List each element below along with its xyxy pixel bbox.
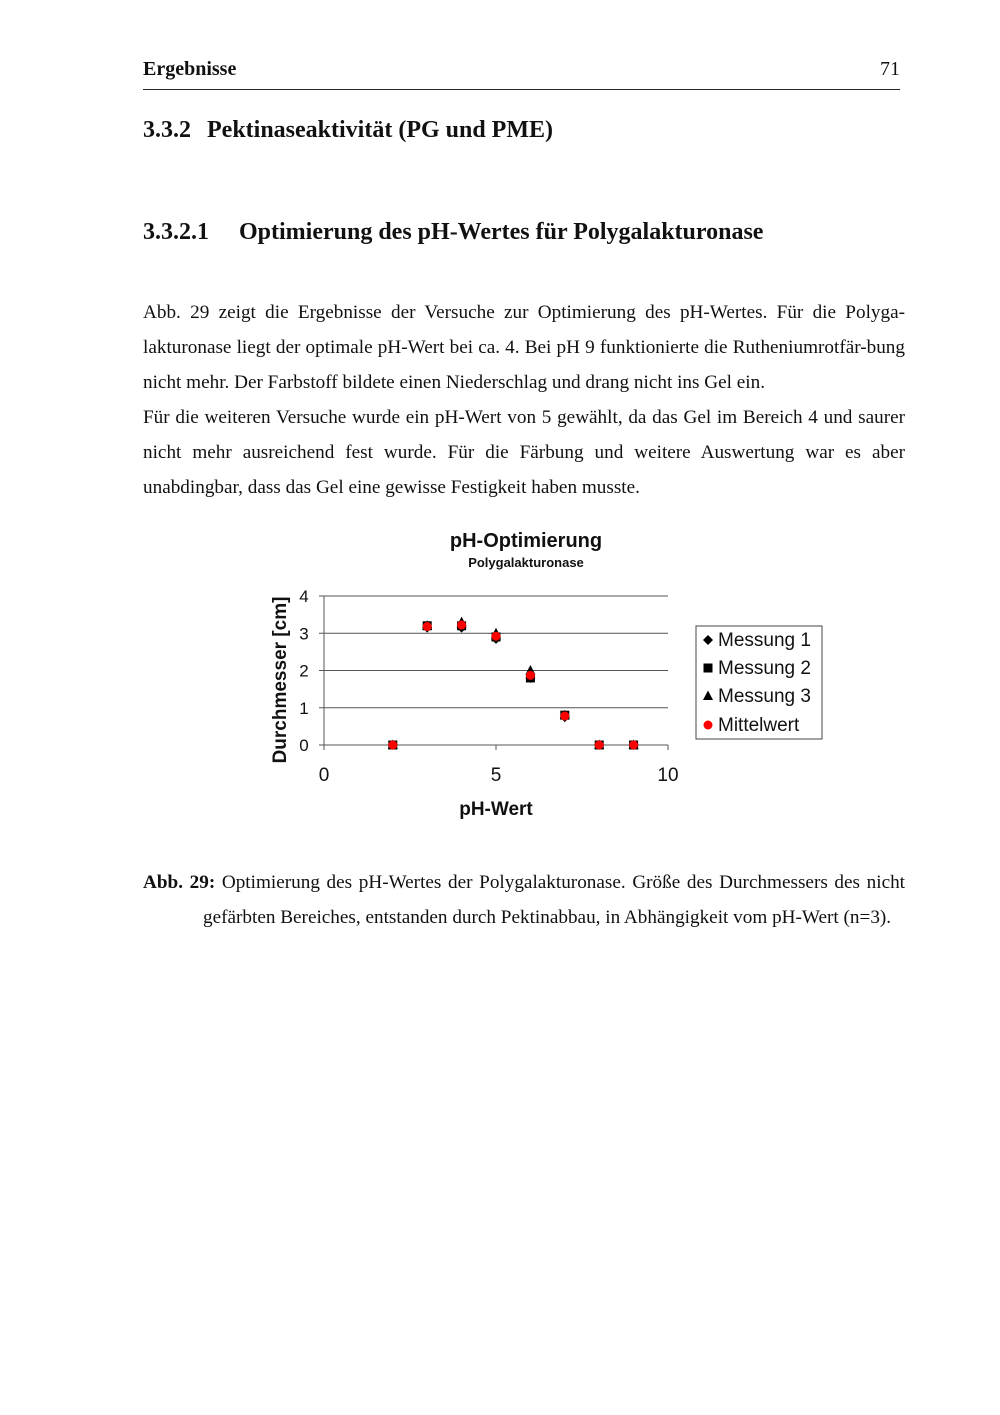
caption-label: Abb. 29: (143, 872, 216, 893)
x-tick-label: 0 (318, 765, 330, 786)
legend-marker (704, 664, 713, 673)
body-text (143, 295, 905, 505)
data-point (560, 711, 569, 720)
legend-label: Messung 2 (718, 658, 811, 679)
paragraph: Für die weiteren Versuche wurde ein pH-Wert von 5 gewählt, da das Gel im Bereich 4 und saurer nicht mehr ausreichend fest wurde. Für die Färbung und weitere Auswertung war es aber unabdingbar, dass das Gel eine gewisse Festigkeit haben musste. (143, 407, 905, 498)
y-axis-label: Durchmesser [cm] (270, 596, 291, 764)
header-section-title: Ergebnisse (143, 58, 237, 80)
y-tick-label: 3 (299, 624, 309, 644)
x-tick-label: 5 (490, 765, 502, 786)
section-title: Pektinaseaktivität (PG und PME) (207, 117, 553, 143)
data-point (457, 621, 466, 630)
data-point (492, 632, 501, 641)
running-header (143, 58, 900, 90)
legend-label: Messung 3 (718, 686, 811, 707)
section-number: 3.3.2 (143, 117, 191, 143)
chart-legend (696, 626, 822, 739)
figure-caption (143, 865, 905, 935)
data-point (595, 741, 604, 750)
chart-subtitle: Polygalakturonase (468, 555, 584, 570)
legend-label: Messung 1 (718, 630, 811, 651)
y-tick-label: 1 (299, 698, 309, 718)
caption-text: Optimierung des pH-Wertes der Polygalakturonase. Größe des Durchmessers des nicht gefärbten Bereiches, entstanden durch Pektinabbau, in Abhängigkeit vom pH-Wert (n=3). (203, 872, 906, 928)
paragraph: Abb. 29 zeigt die Ergebnisse der Versuche zur Optimierung des pH-Wertes. Für die Polyga-lakturonase liegt der optimale pH-Wert bei ca. 4. Bei pH 9 funktionierte die Rutheniumrotfär-bung nicht mehr. Der Farbstoff bildete einen Niederschlag und drang nicht ins Gel ein. (143, 302, 905, 393)
subsection-heading (143, 219, 763, 246)
chart-title: pH-Optimierung (449, 530, 603, 552)
section-heading (143, 117, 553, 144)
subsection-number: 3.3.2.1 (143, 219, 209, 245)
y-tick-label: 0 (299, 736, 309, 755)
data-point (423, 622, 432, 631)
y-tick-label: 4 (299, 587, 309, 606)
subsection-title: Optimierung des pH-Wertes für Polygalakturonase (239, 219, 764, 245)
page-number: 71 (880, 58, 900, 80)
x-axis-label: pH-Wert (459, 799, 533, 820)
data-point (388, 741, 397, 750)
x-tick-label: 10 (657, 765, 679, 786)
data-point (526, 671, 535, 680)
y-tick-label: 2 (299, 661, 309, 681)
figure-chart (262, 520, 862, 830)
data-point (629, 741, 638, 750)
chart-svg (262, 520, 862, 830)
legend-marker (704, 721, 713, 730)
legend-label: Mittelwert (718, 715, 800, 736)
